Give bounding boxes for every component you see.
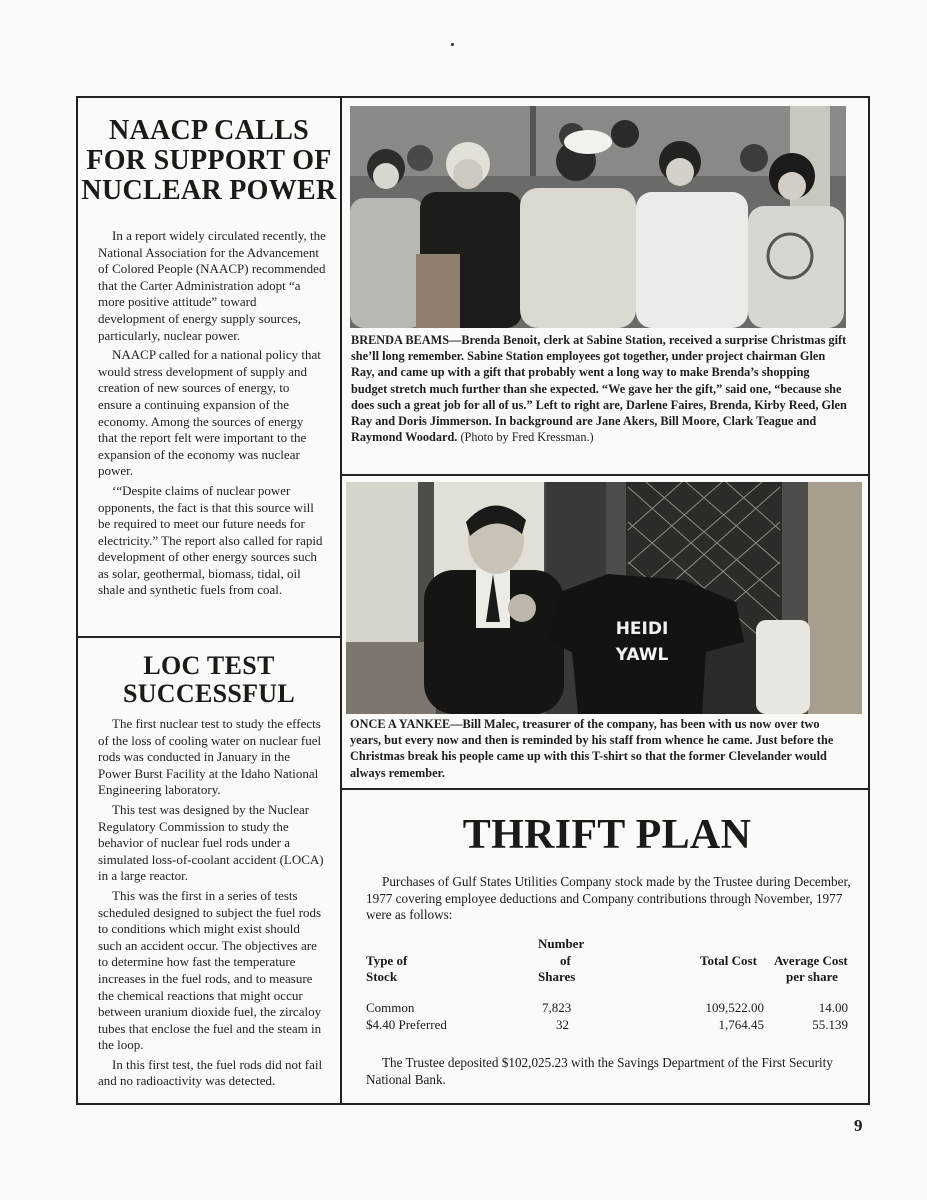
tshirt-photo-illustration [346, 482, 862, 714]
naacp-paragraph: NAACP called for a national policy that would stress development of supply and creation of new sources of energy, to ensure a continuing expansion of the economy. Among the sources of energy that the report felt were important to the expansion of the economy was nuclear power. [98, 347, 321, 479]
naacp-headline [78, 116, 340, 206]
row-shares: 7,823 [542, 1000, 572, 1015]
header-type: Type of [366, 953, 408, 968]
trustee-note [366, 1054, 850, 1088]
loc-paragraph: In this first test, the fuel rods did not fail and no radioactivity was detected. [98, 1056, 323, 1089]
row-avg: 14.00 [818, 1000, 848, 1015]
photo-rule [342, 474, 868, 476]
caption-text: —Bill Malec, treasurer of the company, has been with us now over two years, but every now and then is reminded by his staff from whence he came. Just before the Christmas break his people came up with this T-shirt so that the former Clevelander would always remember. [350, 717, 834, 780]
naacp-headline-line: FOR SUPPORT OF [86, 145, 332, 176]
naacp-article [98, 228, 326, 602]
caption-lead: ONCE A YANKEE [350, 717, 451, 731]
loc-headline-line: LOC TEST [143, 651, 275, 680]
naacp-headline-line: NUCLEAR POWER [81, 175, 337, 206]
left-column-rule [78, 636, 340, 638]
loc-paragraph: This was the first in a series of tests scheduled designed to subject the fuel rods to conditions which might exist should such an accident occur. The objectives are to determine how fast the temperature increases in the fuel rods, and to measure the chemical reactions that might occur between uranium dioxide fuel, the zircaloy tubes that enclose the fuel and the steam in the loop. [98, 887, 322, 1053]
caption-text: —Brenda Benoit, clerk at Sabine Station, received a surprise Christmas gift she’ll long remember. Sabine Station employees got together, under project chairman Glen Ray, and came up with a gift that probably went a long way to make Brenda’s shopping budget stretch much further than she expected. “We gave her the gift,” said one, “because she does such a great job for all of us.” Left to right are, Darlene Faires, Brenda, Kirby Reed, Glen Ray and Doris Jimmerson. In background are Jane Akers, Bill Moore, Clark Teague and Raymond Woodard. [351, 333, 847, 445]
print-speck [451, 43, 454, 46]
trustee-note-text: The Trustee deposited $102,025.23 with the Savings Department of the First Security National Bank. [366, 1055, 833, 1087]
caption-lead: BRENDA BEAMS [351, 333, 450, 347]
group-photo-caption [351, 332, 847, 445]
tshirt-photo [346, 482, 862, 714]
row-total: 109,522.00 [705, 1000, 764, 1015]
header-average-cost: Average Cost [774, 953, 848, 968]
row-shares: 32 [556, 1017, 569, 1032]
thrift-rule [342, 788, 868, 790]
shirt-text-line2: YAWL [615, 645, 669, 665]
thrift-intro-text: Purchases of Gulf States Utilities Company stock made by the Trustee during December, 1977 covering employee deductions and Company contributions through November, 1977 were as follows: [366, 874, 851, 922]
header-shares: Shares [538, 969, 576, 984]
thrift-plan-title: THRIFT PLAN [462, 812, 752, 858]
header-stock: Stock [366, 969, 398, 984]
group-photo [350, 106, 846, 328]
row-total: 1,764.45 [718, 1017, 764, 1032]
row-type: Common [366, 1000, 415, 1015]
group-photo-illustration [350, 106, 846, 328]
header-of: of [560, 953, 571, 968]
loc-paragraph: This test was designed by the Nuclear Regulatory Commission to study the behavior of nuclear fuel rods under a simulated loss-of-coolant accident (LOCA) in a large reactor. [98, 801, 324, 884]
loc-paragraph: The first nuclear test to study the effects of the loss of cooling water on nuclear fuel rods was conducted in January in the Power Burst Facility at the Idaho National Engineering laboratory. [98, 716, 322, 798]
naacp-paragraph: In a report widely circulated recently, the National Association for the Advancement of Colored People (NAACP) recommended that the Carter Administration adopt “a more positive attitude” toward development of energy supply sources, particularly, nuclear power. [98, 228, 326, 343]
loc-headline-line: SUCCESSFUL [122, 679, 296, 708]
loc-headline [78, 652, 340, 708]
header-number: Number [538, 936, 585, 951]
photo-credit: (Photo by Fred Kressman.) [460, 430, 594, 445]
tshirt-photo-caption [350, 716, 850, 781]
thrift-intro [366, 874, 858, 924]
page-number: 9 [854, 1116, 863, 1135]
column-divider [340, 98, 342, 1103]
page-frame [76, 96, 870, 1105]
naacp-headline-line: NAACP CALLS [108, 115, 310, 146]
loc-article [98, 716, 326, 1093]
row-type: $4.40 Preferred [366, 1017, 447, 1032]
naacp-paragraph: ‘“Despite claims of nuclear power opponents, the fact is that this source will be required to meet our future needs for electricity.” The report also called for rapid development of other energy sources such as solar, geothermal, biomass, tidal, oil shale and synthetic fuels from coal. [98, 482, 323, 598]
shirt-text-line1: HEIDI [615, 619, 669, 639]
header-total-cost: Total Cost [700, 953, 757, 968]
header-per-share: per share [786, 969, 838, 984]
row-avg: 55.139 [812, 1017, 848, 1032]
